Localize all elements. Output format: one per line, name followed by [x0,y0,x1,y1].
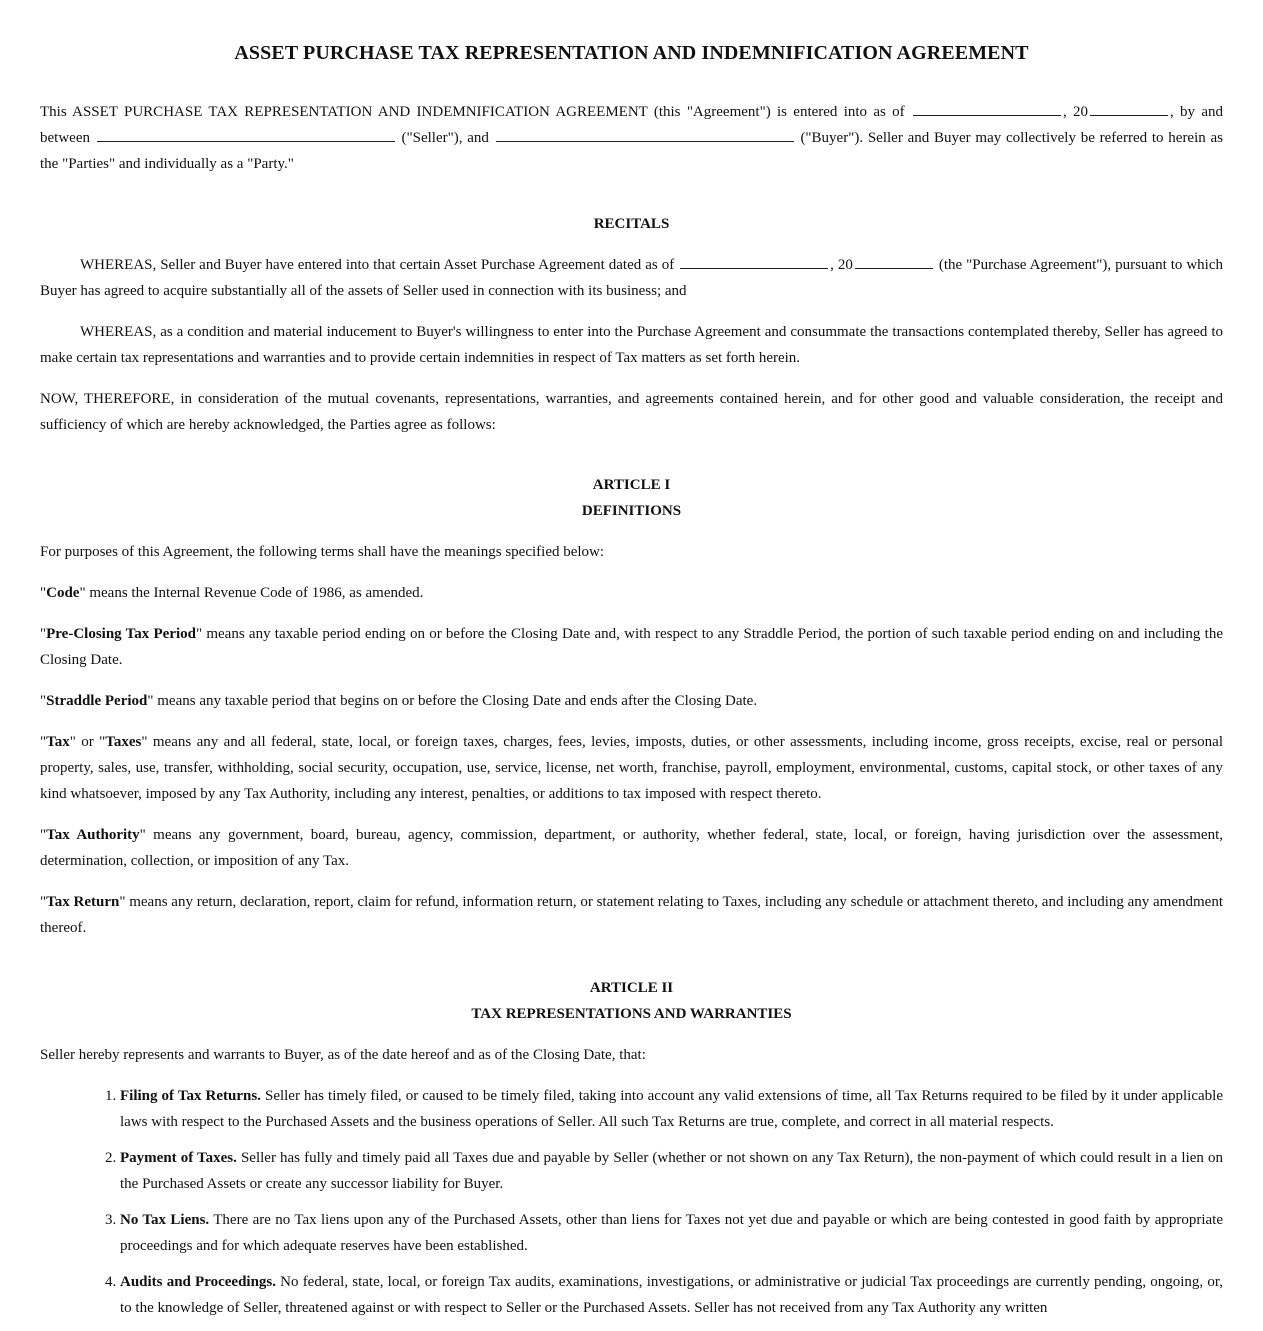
buyer-name-blank [496,125,794,142]
item-text: Seller has timely filed, or caused to be timely filed, taking into account any valid extensions of time, all Tax Returns required to be filed by it under applicable laws with respect to the Purchased Assets and the business operations of Seller. All such Tax Returns are true, complete, and correct in all material respects. [120,1088,1223,1130]
quote-mark: " [40,626,47,642]
defined-term: Tax [46,734,70,750]
item-title: No Tax Liens. [120,1212,210,1228]
definition-text: means any and all federal, state, local, or foreign taxes, charges, fees, levies, imposts, duties, or other assessments, including income, gross receipts, excise, real or personal property, sales, use, transfer, withholding, social security, occupation, use, service, license, net worth, franchise, payroll, employment, environmental, customs, capital stock, or other taxes of any kind whatsoever, imposed by any Tax Authority, including any interest, penalties, or additions to tax imposed with respect thereto. [40,734,1223,802]
quote-mark: " [119,894,126,910]
recital-paragraph-1 [40,252,1223,304]
intro-text-5: ("Buyer"). Seller and Buyer may collectively be referred to herein as the "Parties" and individually as a "Party." [40,130,1224,172]
definition-text: means any government, board, bureau, agency, commission, department, or authority, whether federal, state, local, or foreign, having jurisdiction over the assessment, determination, collection, or imposition of any Tax. [40,827,1223,869]
item-text: Seller has fully and timely paid all Taxes due and payable by Seller (whether or not shown on any Tax Return), the non-payment of which could result in a lien on the Purchased Assets or create any successor liability for Buyer. [120,1150,1223,1192]
quote-mark: " [141,734,148,750]
seller-name-blank [97,125,395,142]
item-title: Filing of Tax Returns. [120,1088,261,1104]
definition-text: means any taxable period ending on or before the Closing Date and, with respect to any Straddle Period, the portion of such taxable period ending on and including the Closing Date. [40,626,1223,668]
intro-text-2: , 20 [1062,104,1088,120]
defined-term: Taxes [105,734,142,750]
list-item [120,1207,1223,1259]
quote-mark: " [196,626,203,642]
definition-text: means the Internal Revenue Code of 1986, as amended. [85,585,424,601]
intro-text-1: This ASSET PURCHASE TAX REPRESENTATION AND INDEMNIFICATION AGREEMENT (this "Agreement") is entered into as of [40,104,905,120]
item-text: No federal, state, local, or foreign Tax audits, examinations, investigations, or administrative or judicial Tax proceedings are currently pending, ongoing, or, to the knowledge of Seller, threatened against or with respect to Seller or the Purchased Assets. Seller has not received from any Tax Authority any written [120,1274,1223,1316]
item-title: Payment of Taxes. [120,1150,237,1166]
quote-mark: " [139,827,146,843]
agreement-year-blank [1090,99,1168,116]
recital-1-text-2: , 20 [830,257,853,273]
quote-mark: " [40,585,47,601]
list-item [120,1083,1223,1135]
purchase-agreement-date-blank [680,252,828,269]
quote-mark: " or " [69,734,106,750]
purchase-agreement-year-blank [855,252,933,269]
article-1-number: ARTICLE I [592,477,671,493]
definition-tax [40,729,1223,807]
quote-mark: " [147,693,154,709]
article-2-name: TAX REPRESENTATIONS AND WARRANTIES [471,1006,792,1022]
quote-mark: " [40,693,47,709]
article-2-number: ARTICLE II [589,980,674,996]
recital-1-text-3: (the "Purchase Agreement"), pursuant to which Buyer has agreed to acquire substantially all of the assets of Seller used in connection with its business; and [40,257,1224,299]
quote-mark: " [40,894,47,910]
list-item [120,1269,1223,1321]
definition-tax-return [40,889,1223,941]
intro-text-3: , by and between [40,104,1223,146]
definition-text: means any taxable period that begins on or before the Closing Date and ends after the Closing Date. [153,693,758,709]
article-1-name: DEFINITIONS [581,503,682,519]
quote-mark: " [79,585,86,601]
article-1-heading [40,472,1223,524]
defined-term: Pre-Closing Tax Period [46,626,196,642]
article-2-heading [40,975,1223,1027]
representations-lead: Seller hereby represents and warrants to Buyer, as of the date hereof and as of the Closing Date, that: [40,1047,646,1063]
definition-straddle-period [40,688,1223,714]
definition-text: means any return, declaration, report, claim for refund, information return, or statement relating to Taxes, including any schedule or attachment thereto, and including any amendment thereof. [40,894,1223,936]
quote-mark: " [40,734,47,750]
intro-text-4: ("Seller"), and [401,130,489,146]
definition-code [40,580,1223,606]
list-item [120,1145,1223,1197]
recital-1-text-1: WHEREAS, Seller and Buyer have entered into that certain Asset Purchase Agreement dated as of [80,257,675,273]
quote-mark: " [40,827,47,843]
defined-term: Tax Authority [46,827,140,843]
defined-term: Straddle Period [46,693,148,709]
definitions-lead: For purposes of this Agreement, the following terms shall have the meanings specified below: [40,544,605,560]
defined-term: Tax Return [46,894,120,910]
definition-pre-closing-tax-period [40,621,1223,673]
intro-paragraph [40,99,1223,177]
recitals-heading: RECITALS [593,216,670,232]
recital-paragraph-2: WHEREAS, as a condition and material inducement to Buyer's willingness to enter into the Purchase Agreement and consummate the transactions contemplated thereby, Seller has agreed to make certain tax representations and warranties and to provide certain indemnities in respect of Tax matters as set forth herein. [40,324,1223,366]
now-therefore-paragraph: NOW, THEREFORE, in consideration of the mutual covenants, representations, warranties, and agreements contained herein, and for other good and valuable consideration, the receipt and sufficiency of which are hereby acknowledged, the Parties agree as follows: [40,391,1223,433]
definition-tax-authority [40,822,1223,874]
representations-list [40,1083,1223,1321]
item-text: There are no Tax liens upon any of the Purchased Assets, other than liens for Taxes not yet due and payable or which are being contested in good faith by appropriate proceedings and for which adequate reserves have been established. [120,1212,1223,1254]
document-title: ASSET PURCHASE TAX REPRESENTATION AND INDEMNIFICATION AGREEMENT [234,42,1029,64]
document-body [40,42,1223,1331]
item-title: Audits and Proceedings. [120,1274,277,1290]
defined-term: Code [46,585,80,601]
agreement-date-blank [913,99,1061,116]
